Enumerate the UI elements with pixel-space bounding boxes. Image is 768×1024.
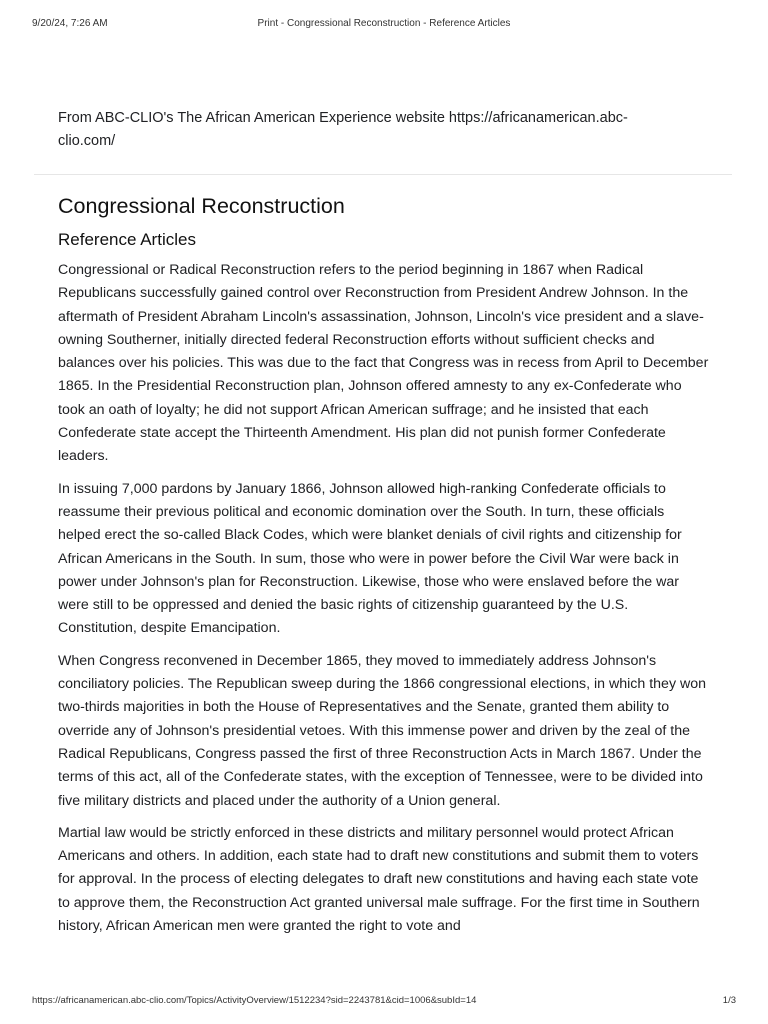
page-number: 1/3	[722, 995, 736, 1006]
section-heading: Reference Articles	[58, 230, 196, 249]
divider	[34, 174, 732, 175]
article-title: Congressional Reconstruction	[58, 194, 345, 218]
article-paragraph-1: Congressional or Radical Reconstruction refers to the period beginning in 1867 when Radical Republicans successfully gained control over Reconstruction from President Andrew Johnson. In the aftermath of President Abraham Lincoln's assassination, Johnson, Lincoln's vice president and a slave-owning Southerner, initially directed federal Reconstruction efforts without sufficient checks and balances over his policies. This was due to the fact that Congress was in recess from April to December 1865. In the Presidential Reconstruction plan, Johnson offered amnesty to any ex-Confederate who took an oath of loyalty; he did not support African American suffrage; and he insisted that each Confederate state accept the Thirteenth Amendment. His plan did not punish former Confederate leaders.	[58, 262, 709, 465]
print-header	[32, 18, 736, 32]
print-datetime: 9/20/24, 7:26 AM	[32, 18, 108, 29]
source-attribution: From ABC-CLIO's The African American Experience website https://africanamerican.abc-clio.com/	[58, 110, 628, 149]
print-footer	[32, 995, 736, 1009]
article-paragraph-2: In issuing 7,000 pardons by January 1866, Johnson allowed high-ranking Confederate officials to reassume their previous political and economic domination over the South. In turn, these officials helped erect the so-called Black Codes, which were blanket denials of civil rights and citizenship for African Americans in the South. In sum, those who were in power before the Civil War were back in power under Johnson's plan for Reconstruction. Likewise, those who were enslaved before the war were still to be oppressed and denied the basic rights of citizenship guaranteed by the U.S. Constitution, despite Emancipation.	[58, 480, 682, 637]
article	[58, 192, 710, 947]
article-paragraph-3: When Congress reconvened in December 1865, they moved to immediately address Johnson's conciliatory policies. The Republican sweep during the 1866 congressional elections, in which they won two-thirds majorities in both the House of Representatives and the Senate, granted them ability to override any of Johnson's presidential vetoes. With this immense power and driven by the zeal of the Radical Republicans, Congress passed the first of three Reconstruction Acts in March 1867. Under the terms of this act, all of the Confederate states, with the exception of Tennessee, were to be divided into five military districts and placed under the authority of a Union general.	[58, 652, 707, 809]
article-paragraph-4: Martial law would be strictly enforced in these districts and military personnel would protect African Americans and others. In addition, each state had to draft new constitutions and submit them to voters for approval. In the process of electing delegates to draft new constitutions and having each state vote to approve them, the Reconstruction Act granted universal male suffrage. For the first time in Southern history, African American men were granted the right to vote and	[58, 824, 700, 935]
print-page-title: Print - Congressional Reconstruction - Reference Articles	[257, 18, 511, 29]
footer-url: https://africanamerican.abc-clio.com/Topics/ActivityOverview/1512234?sid=2243781&cid=1006&subId=14	[32, 995, 477, 1006]
